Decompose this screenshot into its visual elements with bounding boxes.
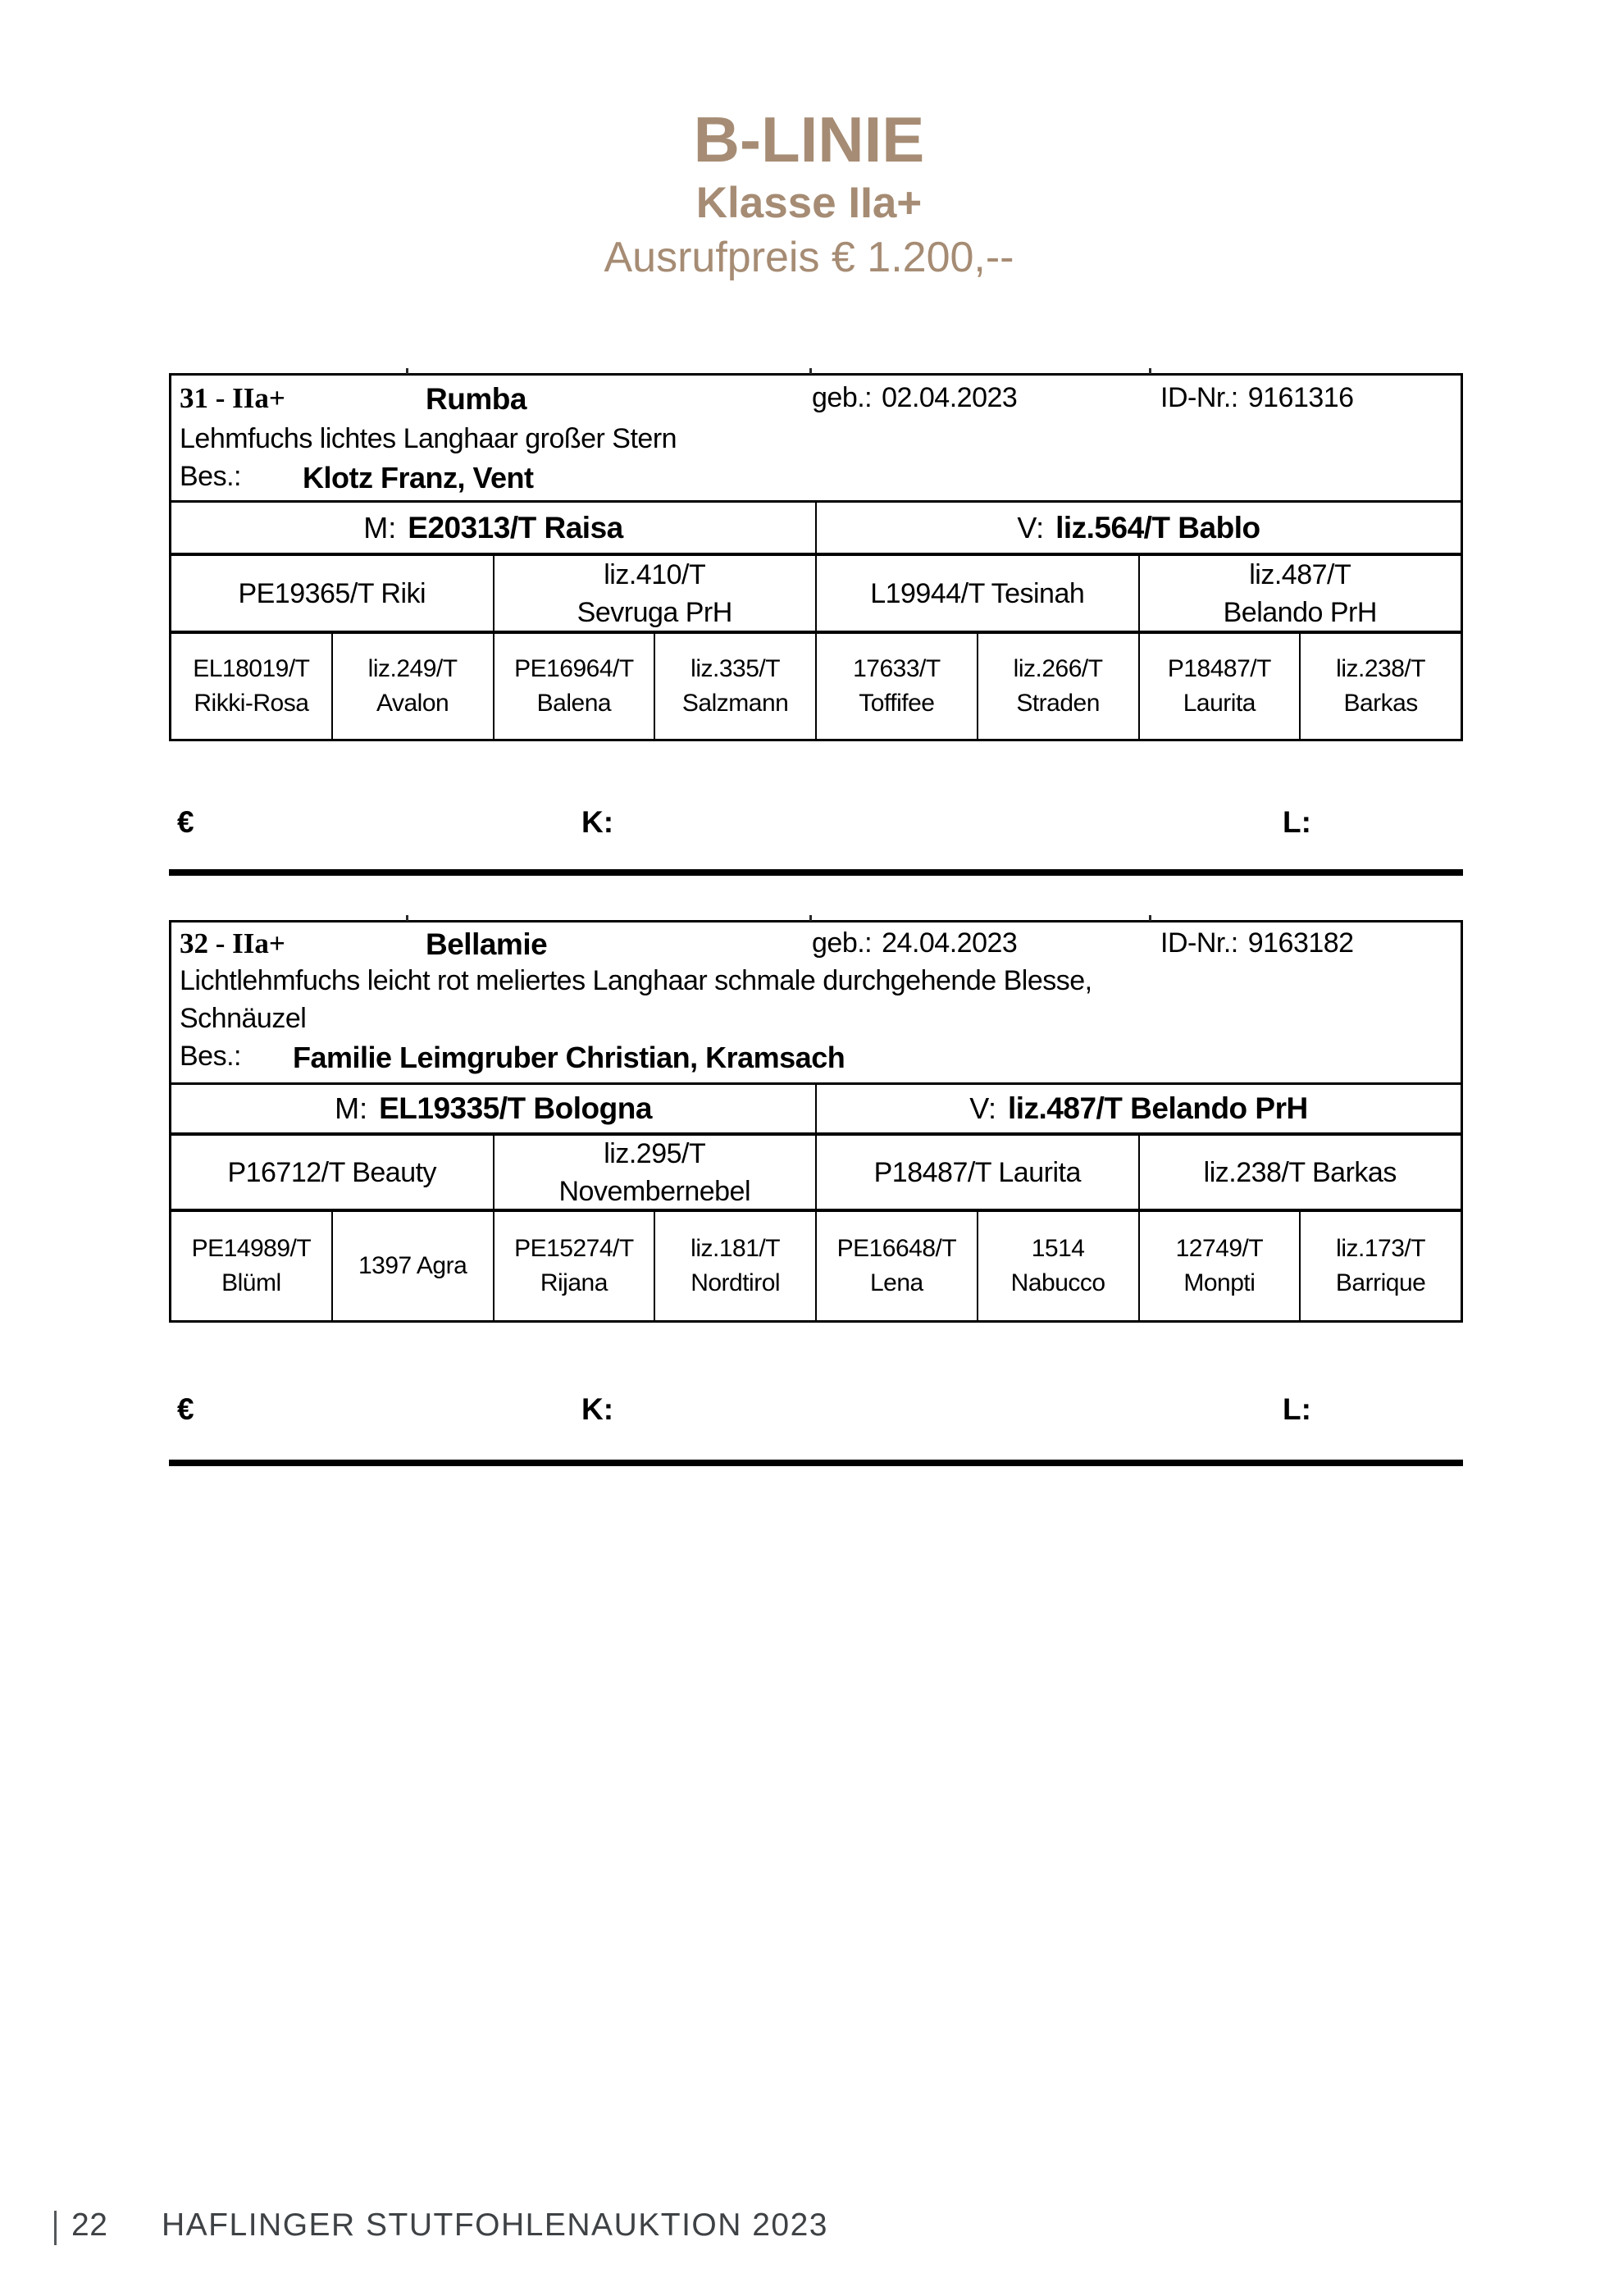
grandparent-cell [1138,1136,1461,1209]
great-grandparent-cell [171,634,331,739]
grandparent-name: Novembernebel [558,1175,751,1207]
id-number: 9161316 [1247,382,1354,413]
footer-divider-bar [54,2211,57,2245]
lot-number: 32 - IIa+ [180,927,285,959]
section-divider [169,1460,1463,1466]
lot-header-row [171,922,1461,1082]
ggp-name: liz.238/T [1336,655,1426,682]
dam-label: M: [335,1091,368,1125]
description-line: Lehmfuchs lichtes Langhaar großer Stern [180,423,677,454]
ggp-name: liz.249/T [367,655,458,682]
ggp-name: Toffifee [859,690,935,717]
border-tick [406,368,408,374]
price-notes-row-lot-32 [169,1392,1463,1428]
ggp-name: Lena [870,1269,923,1296]
great-grandparent-cell [815,634,977,739]
ggp-name: liz.181/T [690,1235,781,1262]
ggp-name: PE16648/T [836,1235,957,1262]
l-label: L: [1283,1392,1311,1426]
description-line: Schnäuzel [180,1003,307,1034]
k-label: K: [581,1392,614,1426]
footer-title: HAFLINGER STUTFOHLENAUKTION 2023 [162,2207,828,2243]
ggp-name: Blüml [221,1269,281,1296]
euro-sign: € [177,805,194,839]
horse-name: Bellamie [426,927,548,961]
ggp-name: Rikki-Rosa [194,690,309,717]
ggp-name: EL18019/T [193,655,310,682]
parents-row [171,500,1461,553]
great-grandparent-cell [493,1212,654,1320]
ggp-name: liz.335/T [690,655,781,682]
great-grandparent-cell [331,1212,493,1320]
geb-label: geb.: [812,382,873,413]
ggp-name: Laurita [1183,690,1256,717]
ggp-name: P18487/T [1167,655,1271,682]
price-notes-row-lot-31 [169,805,1463,841]
grandparent-name: liz.487/T [1249,558,1351,590]
grandparents-row [171,553,1461,631]
ggp-name: Avalon [376,690,449,717]
lot-number: 31 - IIa+ [180,382,285,414]
description-line: Lichtlehmfuchs leicht rot meliertes Langhaar schmale durchgehende Blesse, [180,965,1092,996]
owner-name: Familie Leimgruber Christian, Kramsach [293,1041,845,1074]
border-tick [1149,368,1151,374]
border-tick [406,915,408,921]
starting-price: Ausrufpreis € 1.200,-- [604,234,1014,281]
sire-cell [815,503,1461,553]
great-grandparent-cell [171,1212,331,1320]
dam-name: EL19335/T Bologna [379,1091,652,1125]
grandparent-name: L19944/T Tesinah [870,577,1085,609]
sire-cell [815,1085,1461,1132]
id-label: ID-Nr.: [1160,382,1238,413]
ggp-name: Salzmann [681,690,789,717]
ggp-name: Nabucco [1010,1269,1105,1296]
grandparent-name: Belando PrH [1223,596,1377,628]
great-grandparents-row [171,1209,1461,1320]
grandparent-cell [493,556,816,631]
border-tick [1149,915,1151,921]
dam-cell [171,503,815,553]
id-number-group [1160,927,1354,959]
great-grandparent-cell [331,634,493,739]
great-grandparents-row [171,631,1461,739]
owner-label: Bes.: [180,461,241,492]
owner-name: Klotz Franz, Vent [303,461,534,494]
section-divider [169,869,1463,876]
ggp-name: Balena [536,690,612,717]
ggp-name: Barkas [1343,690,1418,717]
grandparent-name: Sevruga PrH [577,596,732,628]
sire-name: liz.487/T Belando PrH [1007,1091,1308,1125]
grandparent-cell [815,1136,1138,1209]
owner-label: Bes.: [180,1041,241,1072]
ggp-name: Monpti [1183,1269,1256,1296]
grandparent-name: liz.410/T [604,558,706,590]
grandparent-name: P18487/T Laurita [873,1156,1081,1188]
grandparent-cell [1138,556,1461,631]
grandparent-name: PE19365/T Riki [238,577,426,609]
ggp-name: 12749/T [1175,1235,1264,1262]
great-grandparent-cell [1138,1212,1300,1320]
great-grandparent-cell [654,634,815,739]
geb-label: geb.: [812,927,873,959]
border-tick [809,368,812,374]
ggp-name: PE16964/T [514,655,634,682]
ggp-name: liz.266/T [1013,655,1103,682]
lot-header-row [171,376,1461,500]
birth-date: 02.04.2023 [882,382,1018,413]
grandparent-cell [493,1136,816,1209]
great-grandparent-cell [493,634,654,739]
great-grandparent-cell [1138,634,1300,739]
grandparent-name: P16712/T Beauty [227,1156,437,1188]
ggp-name: 1514 [1031,1235,1085,1262]
grandparent-cell [815,556,1138,631]
ggp-name: Barrique [1335,1269,1426,1296]
parents-row [171,1082,1461,1132]
birth-date-group [812,382,1017,414]
page-number: 22 [71,2207,108,2243]
ggp-name: PE15274/T [514,1235,634,1262]
k-label: K: [581,805,614,839]
id-number: 9163182 [1247,927,1354,959]
ggp-name: liz.173/T [1336,1235,1426,1262]
class-subtitle: Klasse IIa+ [695,179,923,227]
birth-date: 24.04.2023 [882,927,1018,959]
grandparent-cell [171,1136,493,1209]
grandparent-name: liz.238/T Barkas [1203,1156,1397,1188]
ggp-name: 17633/T [853,655,941,682]
l-label: L: [1283,805,1311,839]
ggp-name: Straden [1016,690,1100,717]
dam-label: M: [363,510,397,544]
border-tick [809,915,812,921]
great-grandparent-cell [977,634,1138,739]
great-grandparent-cell [977,1212,1138,1320]
pedigree-table-lot-31 [169,373,1463,741]
sire-label: V: [969,1091,996,1125]
ggp-name: PE14989/T [191,1235,312,1262]
page-footer [0,2207,1618,2247]
ggp-name: Rijana [540,1269,608,1296]
page-title: B-LINIE [693,103,925,175]
grandparents-row [171,1132,1461,1209]
birth-date-group [812,927,1017,959]
id-label: ID-Nr.: [1160,927,1238,959]
grandparent-name: liz.295/T [604,1137,706,1169]
great-grandparent-cell [1299,1212,1461,1320]
grandparent-cell [171,556,493,631]
great-grandparent-cell [815,1212,977,1320]
euro-sign: € [177,1392,194,1426]
horse-name: Rumba [426,382,526,416]
great-grandparent-cell [654,1212,815,1320]
ggp-name: 1397 Agra [358,1252,467,1279]
dam-name: E20313/T Raisa [408,510,623,544]
dam-cell [171,1085,815,1132]
ggp-name: Nordtirol [690,1269,781,1296]
id-number-group [1160,382,1354,414]
pedigree-table-lot-32 [169,920,1463,1323]
sire-name: liz.564/T Bablo [1055,510,1260,544]
great-grandparent-cell [1299,634,1461,739]
sire-label: V: [1017,510,1045,544]
